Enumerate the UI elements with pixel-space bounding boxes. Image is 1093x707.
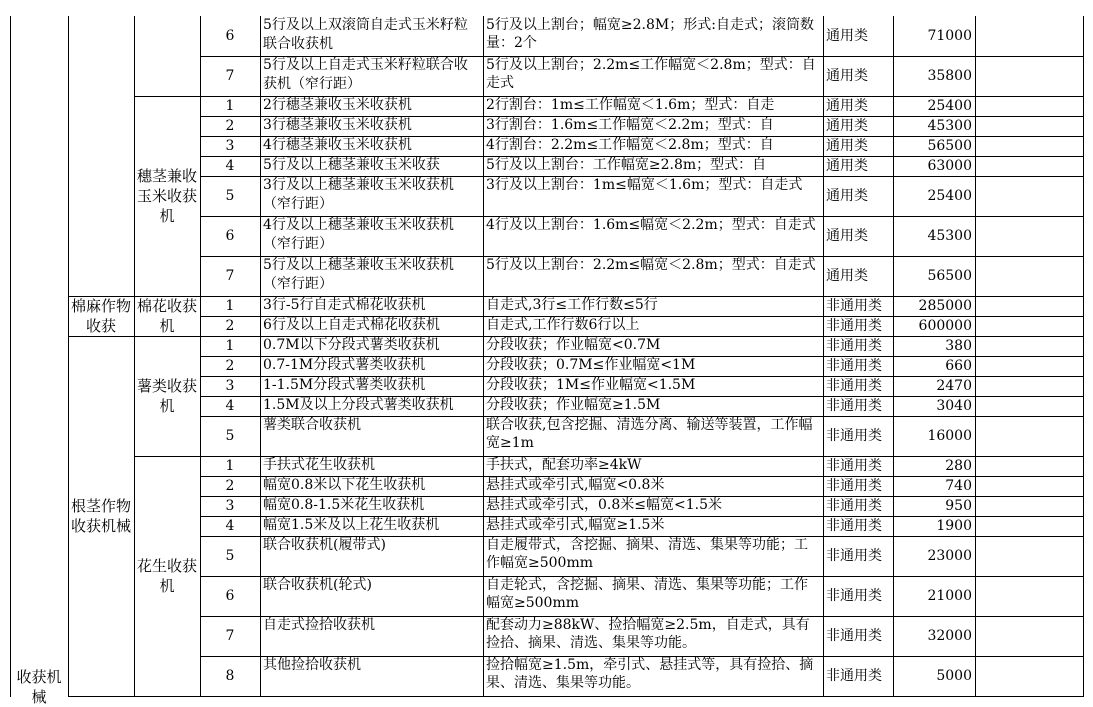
row-price: 45300 <box>927 228 972 244</box>
row-price: 280 <box>945 458 972 474</box>
row-number: 3 <box>225 378 235 394</box>
row-spec: 自走式,3行≤工作行数≤5行 <box>486 297 658 313</box>
row-spec: 3行及以上割台：1m≤幅宽＜1.6m；型式：自走式 <box>486 177 803 193</box>
row-spec: 自走轮式，含挖掘、摘果、清选、集果等功能；工作幅宽≥500mm <box>486 577 808 611</box>
row-spec: 配套动力≥88kW、捡拾幅宽≥2.5m，自走式，具有捡拾、摘果、清选、集果等功能。 <box>486 617 810 651</box>
row-name: 5行及以上穗茎兼收玉米收获机（窄行距） <box>263 257 454 292</box>
subgroup-name <box>134 16 200 96</box>
group-name <box>68 16 134 296</box>
row-price: 5000 <box>936 668 972 684</box>
row-type: 通用类 <box>826 98 868 114</box>
row-name: 手扶式花生收获机 <box>263 457 375 473</box>
row-type: 通用类 <box>826 118 868 134</box>
row-number: 1 <box>225 338 235 354</box>
row-number: 1 <box>225 458 235 474</box>
row-price: 35800 <box>927 68 972 84</box>
row-name: 1-1.5M分段式薯类收获机 <box>263 377 426 393</box>
row-name: 3行-5行自走式棉花收获机 <box>263 297 426 313</box>
row-type: 非通用类 <box>826 478 882 494</box>
row-spec: 3行割台：1.6m≤工作幅宽＜2.2m；型式：自 <box>486 117 774 133</box>
row-number: 2 <box>225 478 235 494</box>
row-number: 4 <box>225 158 235 174</box>
row-name: 幅宽1.5米及以上花生收获机 <box>263 517 440 533</box>
top-category-cell: 收获机械 <box>16 668 62 706</box>
row-type: 非通用类 <box>826 318 882 334</box>
price-table <box>10 16 1083 706</box>
row-name: 薯类联合收获机 <box>263 417 361 433</box>
row-name: 4行及以上穗茎兼收玉米收获机（窄行距） <box>263 217 454 252</box>
row-name: 其他捡拾收获机 <box>263 657 361 673</box>
grid-hline <box>68 696 134 697</box>
row-name: 自走式捡拾收获机 <box>263 617 375 633</box>
row-name: 2行穗茎兼收玉米收获机 <box>263 97 412 113</box>
row-spec: 手扶式，配套功率≥4kW <box>486 457 642 473</box>
row-price: 600000 <box>918 318 972 334</box>
row-spec: 5行及以上割台；幅宽≥2.8M；形式:自走式；滚筒数量：2个 <box>486 17 814 51</box>
row-number: 3 <box>225 498 235 514</box>
row-price: 16000 <box>927 428 972 444</box>
row-spec: 自走式,工作行数6行以上 <box>486 317 640 333</box>
row-number: 2 <box>225 118 235 134</box>
row-spec: 自走履带式，含挖掘、摘果、清选、集果等功能；工作幅宽≥500mm <box>486 537 808 571</box>
row-type: 通用类 <box>826 228 868 244</box>
row-type: 非通用类 <box>826 338 882 354</box>
row-price: 25400 <box>927 188 972 204</box>
row-name: 幅宽0.8米以下花生收获机 <box>263 477 426 493</box>
row-price: 71000 <box>927 28 972 44</box>
row-spec: 分段收获；作业幅宽<0.7M <box>486 337 661 353</box>
row-number: 6 <box>225 28 235 44</box>
row-name: 联合收获机(轮式) <box>263 577 372 593</box>
row-type: 非通用类 <box>826 518 882 534</box>
row-number: 7 <box>225 268 235 284</box>
row-type: 非通用类 <box>826 588 882 604</box>
row-spec: 悬挂式或牵引式,幅宽<0.8米 <box>486 477 665 493</box>
row-type: 通用类 <box>826 268 868 284</box>
row-spec: 5行及以上割台；2.2m≤工作幅宽＜2.8m；型式：自走式 <box>486 57 816 91</box>
row-price: 21000 <box>927 588 972 604</box>
row-spec: 分段收获；作业幅宽≥1.5M <box>486 397 661 413</box>
row-price: 56500 <box>927 268 972 284</box>
row-number: 5 <box>225 548 235 564</box>
row-number: 4 <box>225 518 235 534</box>
subgroup-name: 穗茎兼收玉米收获机 <box>136 167 197 225</box>
row-type: 非通用类 <box>826 498 882 514</box>
row-price: 2470 <box>936 378 972 394</box>
row-name: 幅宽0.8-1.5米花生收获机 <box>263 497 425 513</box>
row-price: 285000 <box>918 298 972 314</box>
row-spec: 联合收获,包含挖掘、清选分离、输送等装置，工作幅宽≥1m <box>486 417 813 451</box>
row-spec: 分段收获；1M≤作业幅宽<1.5M <box>486 377 696 393</box>
grid-hline <box>200 696 1083 697</box>
grid-hline <box>134 696 200 697</box>
group-name: 根茎作物收获机械 <box>70 497 131 535</box>
row-type: 非通用类 <box>826 548 882 564</box>
row-type: 通用类 <box>826 28 868 44</box>
row-name: 联合收获机(履带式) <box>263 537 386 553</box>
row-price: 25400 <box>927 98 972 114</box>
row-spec: 4行割台：2.2m≤工作幅宽＜2.8m；型式：自 <box>486 137 774 153</box>
row-number: 5 <box>225 188 235 204</box>
group-name: 棉麻作物收获 <box>70 297 131 335</box>
row-price: 3040 <box>936 398 972 414</box>
row-type: 非通用类 <box>826 428 882 444</box>
row-type: 通用类 <box>826 158 868 174</box>
row-price: 56500 <box>927 138 972 154</box>
row-price: 1900 <box>936 518 972 534</box>
row-number: 2 <box>225 318 235 334</box>
row-number: 3 <box>225 138 235 154</box>
row-name: 5行及以上穗茎兼收玉米收获 <box>263 157 440 173</box>
row-spec: 悬挂式或牵引式,幅宽≥1.5米 <box>486 517 665 533</box>
grid-vline <box>10 16 11 697</box>
row-name: 0.7-1M分段式薯类收获机 <box>263 357 426 373</box>
row-number: 7 <box>225 68 235 84</box>
row-type: 非通用类 <box>826 298 882 314</box>
row-price: 45300 <box>927 118 972 134</box>
row-name: 5行及以上自走式玉米籽粒联合收获机（窄行距） <box>263 57 468 92</box>
row-price: 950 <box>945 498 972 514</box>
row-type: 通用类 <box>826 188 868 204</box>
row-spec: 5行及以上割台：工作幅宽≥2.8m；型式：自 <box>486 157 767 173</box>
subgroup-name: 花生收获机 <box>136 557 197 595</box>
row-spec: 2行割台：1m≤工作幅宽＜1.6m；型式：自走 <box>486 97 775 113</box>
row-number: 1 <box>225 98 235 114</box>
row-type: 非通用类 <box>826 398 882 414</box>
row-number: 6 <box>225 588 235 604</box>
row-number: 5 <box>225 428 235 444</box>
row-price: 63000 <box>927 158 972 174</box>
row-type: 非通用类 <box>826 668 882 684</box>
row-number: 6 <box>225 228 235 244</box>
row-name: 6行及以上自走式棉花收获机 <box>263 317 440 333</box>
row-spec: 捡拾幅宽≥1.5m，牵引式、悬挂式等，具有捡拾、摘果、清选、集果等功能。 <box>486 657 814 691</box>
row-name: 1.5M及以上分段式薯类收获机 <box>263 397 454 413</box>
subgroup-name: 薯类收获机 <box>136 377 197 415</box>
row-name: 0.7M以下分段式薯类收获机 <box>263 337 440 353</box>
row-price: 380 <box>945 338 972 354</box>
row-type: 非通用类 <box>826 458 882 474</box>
row-name: 5行及以上双滚筒自走式玉米籽粒联合收获机 <box>263 17 468 52</box>
row-number: 2 <box>225 358 235 374</box>
subgroup-name: 棉花收获机 <box>136 297 197 335</box>
row-type: 非通用类 <box>826 358 882 374</box>
row-price: 32000 <box>927 628 972 644</box>
row-price: 740 <box>945 478 972 494</box>
row-type: 通用类 <box>826 138 868 154</box>
row-type: 非通用类 <box>826 378 882 394</box>
row-type: 非通用类 <box>826 628 882 644</box>
grid-vline <box>1083 16 1084 697</box>
row-number: 8 <box>225 668 235 684</box>
row-spec: 5行及以上割台：2.2m≤幅宽＜2.8m；型式：自走式 <box>486 257 816 273</box>
row-price: 23000 <box>927 548 972 564</box>
row-spec: 悬挂式或牵引式，0.8米≤幅宽<1.5米 <box>486 497 722 513</box>
row-price: 660 <box>945 358 972 374</box>
row-name: 3行及以上穗茎兼收玉米收获机（窄行距） <box>263 177 454 212</box>
row-name: 4行穗茎兼收玉米收获机 <box>263 137 412 153</box>
row-number: 7 <box>225 628 235 644</box>
row-spec: 4行及以上割台：1.6m≤幅宽＜2.2m；型式：自走式 <box>486 217 816 233</box>
row-number: 4 <box>225 398 235 414</box>
row-type: 通用类 <box>826 68 868 84</box>
row-spec: 分段收获；0.7M≤作业幅宽<1M <box>486 357 696 373</box>
row-name: 3行穗茎兼收玉米收获机 <box>263 117 412 133</box>
row-number: 1 <box>225 298 235 314</box>
